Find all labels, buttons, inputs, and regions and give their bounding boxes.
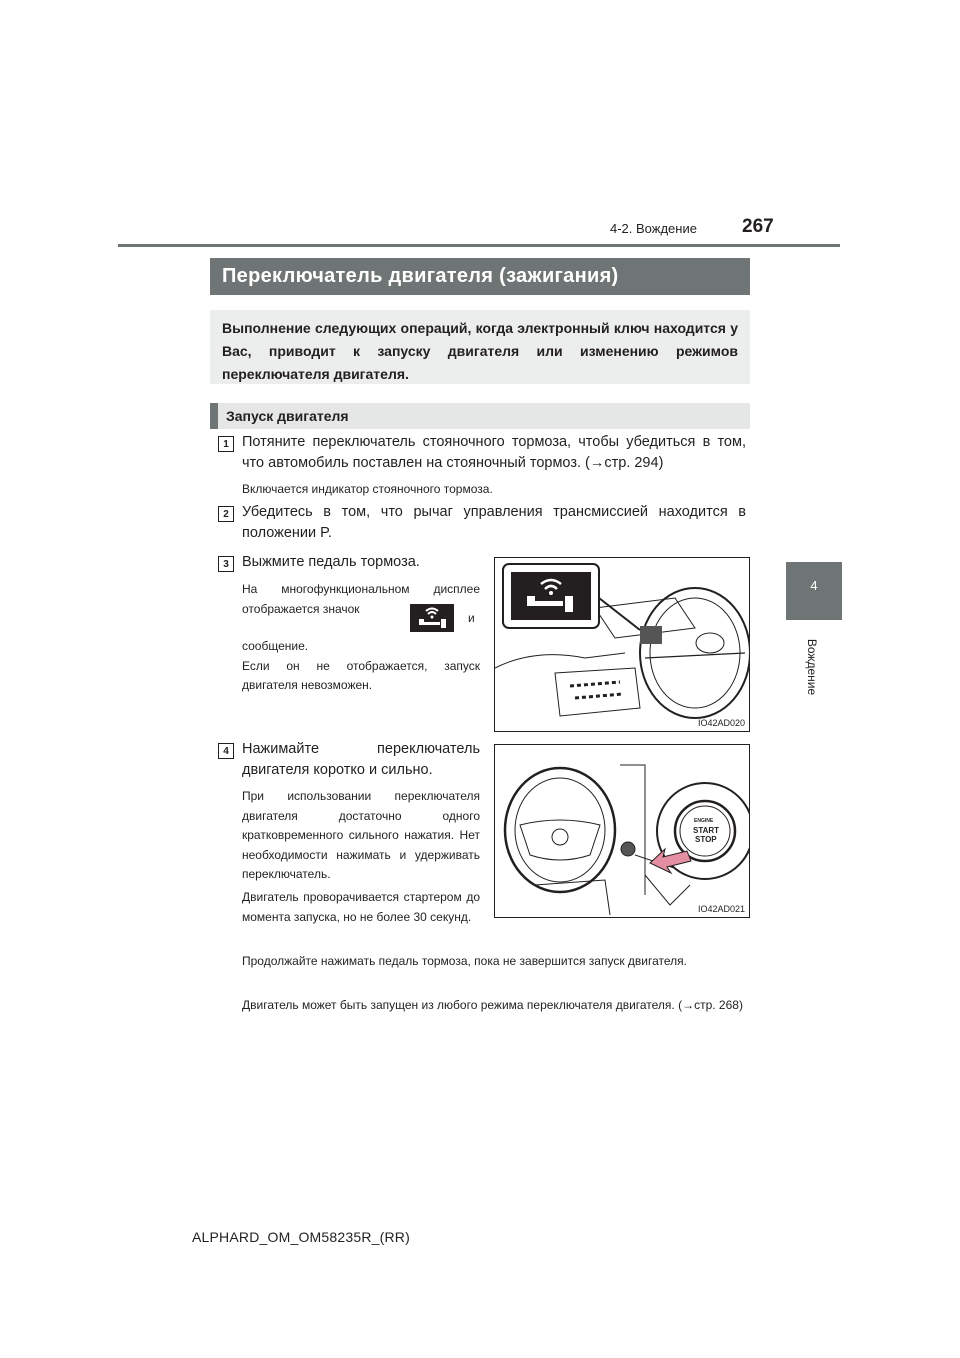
step-badge-1: 1 <box>218 436 234 452</box>
intro-text: Выполнение следующих операций, когда электронный ключ находится у Вас, приводит к запуску двигателя или изменению режимов переключателя двигателя. <box>210 310 750 384</box>
step-4-text: Нажимайте переключатель двигателя коротко и сильно. <box>242 741 480 778</box>
step-1-note: Включается индикатор стояночного тормоза. <box>242 482 493 496</box>
step-3-note-4: Если он не отображается, запуск двигателя невозможен. <box>242 659 480 692</box>
step-2-text: Убедитесь в том, что рычаг управления трансмиссией находится в положении P. <box>242 504 746 541</box>
step-badge-4: 4 <box>218 743 234 759</box>
step-badge-3: 3 <box>218 556 234 572</box>
figure-code-2: IO42AD021 <box>697 904 745 914</box>
after-note-2: Двигатель может быть запущен из любого режима переключателя двигателя. (→стр. 268) <box>242 998 743 1012</box>
start-button-figure <box>494 744 750 918</box>
page-number: 267 <box>742 216 774 237</box>
subsection-heading: Запуск двигателя <box>210 403 750 429</box>
after-note-1: Продолжайте нажимать педаль тормоза, пока не завершится запуск двигателя. <box>242 954 687 968</box>
chapter-tab <box>786 562 842 620</box>
header-rule <box>118 244 840 247</box>
document-footer: ALPHARD_OM_OM58235R_(RR) <box>192 1229 410 1245</box>
step-3-note-1: На многофункциональном дисплее отображается значок <box>242 582 480 616</box>
step-3-note-2: и <box>468 611 475 625</box>
chapter-number: 4 <box>810 578 818 593</box>
step-4-note-1: При использовании переключателя двигателя достаточно одного кратковременного сильного нажатия. Нет необходимости нажимать и удерживать переключатель. <box>242 789 480 881</box>
step-badge-2: 2 <box>218 506 234 522</box>
step-3-note-3: сообщение. <box>242 639 309 653</box>
engine-button-label-2: START <box>693 826 720 835</box>
section-title: 4-2. Вождение <box>610 221 697 236</box>
engine-button-label-3: STOP <box>695 835 717 844</box>
engine-button-label-1: ENGINE <box>694 818 714 824</box>
dashboard-illustration <box>495 558 750 732</box>
dashboard-figure <box>494 557 750 732</box>
step-3-text: Выжмите педаль тормоза. <box>242 554 420 570</box>
step-1-text: Потяните переключатель стояночного тормоза, чтобы убедиться в том, что автомобиль поставлен на стояночный тормоз. (→стр. 294) <box>242 434 746 471</box>
step-4-note-2: Двигатель проворачивается стартером до момента запуска, но не более 30 секунд. <box>242 890 480 924</box>
chapter-label: Вождение <box>805 638 819 696</box>
page-title: Переключатель двигателя (зажигания) <box>210 258 750 295</box>
figure-code-1: IO42AD020 <box>697 718 745 728</box>
brake-pedal-key-indicator-icon <box>410 604 454 632</box>
